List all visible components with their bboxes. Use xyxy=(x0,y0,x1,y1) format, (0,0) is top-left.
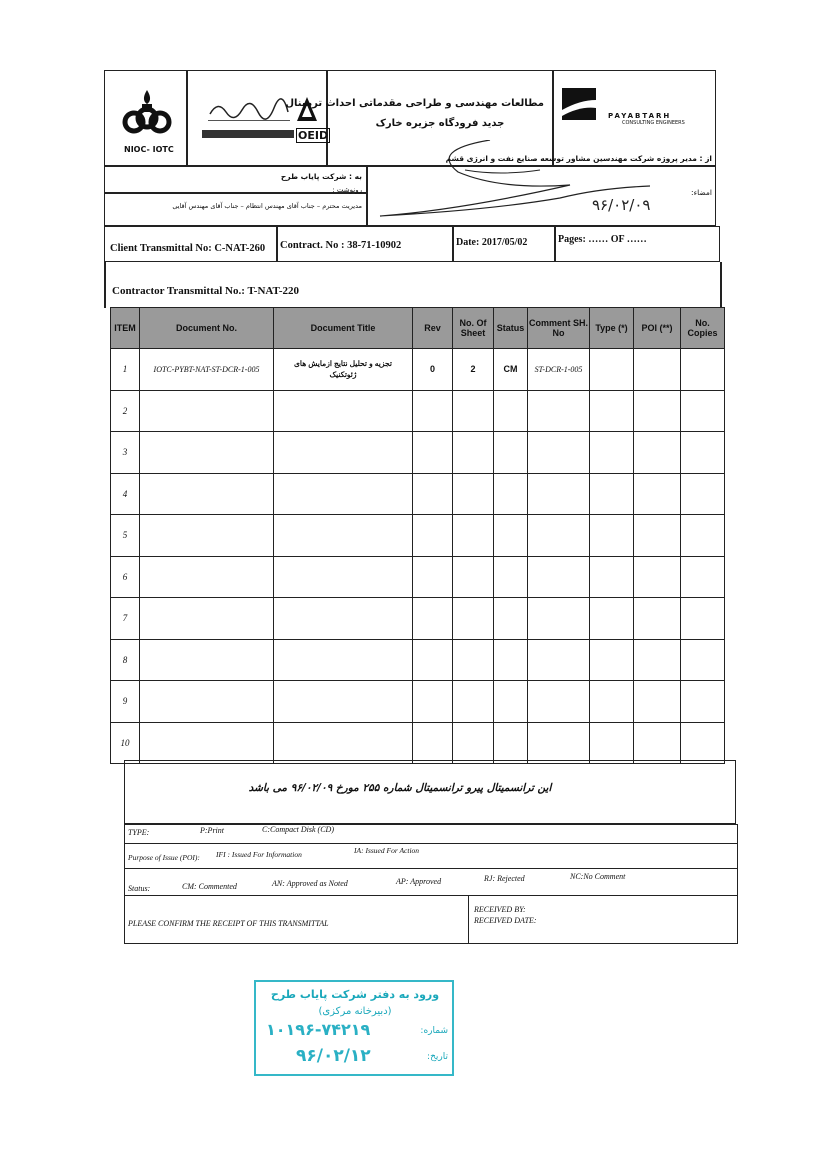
cell-type xyxy=(590,556,634,598)
receipt-stamp xyxy=(254,980,454,1076)
col-header-document-no: Document No. xyxy=(140,308,274,349)
footer-note: این ترانسمیتال پیرو ترانسمیتال شماره ۲۵۵ مورخ ۹۶/۰۲/۰۹ می باشد xyxy=(248,782,552,794)
cell-type xyxy=(590,722,634,764)
col-header-poi: POI (**) xyxy=(634,308,681,349)
legend-rule-3 xyxy=(124,895,738,896)
cell-item: 5 xyxy=(111,515,140,557)
cell-comment-sh-no xyxy=(528,390,590,432)
cell-document-title xyxy=(274,473,413,515)
payabtarh-mark-icon xyxy=(560,84,602,124)
cell-status xyxy=(494,681,528,723)
table-row xyxy=(111,473,725,515)
table-row xyxy=(111,598,725,640)
table-row xyxy=(111,639,725,681)
cell-poi xyxy=(634,432,681,474)
cell-document-title xyxy=(274,515,413,557)
cell-document-no xyxy=(140,556,274,598)
cell-status xyxy=(494,722,528,764)
cell-document-no xyxy=(140,515,274,557)
type-cd: C:Compact Disk (CD) xyxy=(262,825,334,834)
cell-type xyxy=(590,515,634,557)
nioc-logo xyxy=(120,88,174,138)
cell-document-title: تجزیه و تحلیل نتایج ازمایش های ژئوتکنیک xyxy=(274,349,413,391)
cell-item: 8 xyxy=(111,639,140,681)
stamp-number-value: ۱۰۱۹۶-۷۴۲۱۹ xyxy=(266,1020,371,1039)
info-divider-3 xyxy=(554,226,556,262)
table-row xyxy=(111,349,725,391)
cell-document-no xyxy=(140,681,274,723)
oeid-script xyxy=(208,98,290,121)
from-text: از : مدیر پروژه شرکت مهندسین مشاور توسعه صنایع نفت و انرژی قشم xyxy=(445,154,712,163)
stamp-line1: ورود به دفتر شرکت پایاب طرح xyxy=(270,988,440,1001)
cell-document-title xyxy=(274,639,413,681)
cell-document-no xyxy=(140,639,274,681)
cell-no-of-sheet xyxy=(453,390,494,432)
cell-item: 4 xyxy=(111,473,140,515)
cell-poi xyxy=(634,349,681,391)
cell-status xyxy=(494,639,528,681)
pages-field: Pages: …… OF …… xyxy=(558,234,647,245)
transmittal-date: Date: 2017/05/02 xyxy=(456,237,528,248)
cell-poi xyxy=(634,639,681,681)
status-label: Status: xyxy=(128,884,151,893)
cell-rev xyxy=(413,390,453,432)
cell-item: 6 xyxy=(111,556,140,598)
cell-no-of-sheet xyxy=(453,473,494,515)
header-divider-2 xyxy=(326,70,328,166)
cell-comment-sh-no xyxy=(528,556,590,598)
payabtarh-name: PAYABTARH xyxy=(608,112,672,120)
cell-rev xyxy=(413,598,453,640)
cell-poi xyxy=(634,598,681,640)
payabtarh-sub: CONSULTING ENGINEERS xyxy=(622,120,685,126)
table-row xyxy=(111,556,725,598)
type-label: TYPE: xyxy=(128,828,150,837)
cell-type xyxy=(590,473,634,515)
cell-rev: 0 xyxy=(413,349,453,391)
cell-rev xyxy=(413,515,453,557)
status-cm: CM: Commented xyxy=(182,882,237,891)
cell-no-of-sheet xyxy=(453,556,494,598)
confirm-receipt: PLEASE CONFIRM THE RECEIPT OF THIS TRANSMITTAL xyxy=(128,919,329,928)
cell-no-of-sheet xyxy=(453,432,494,474)
received-by: RECEIVED BY: xyxy=(474,905,526,914)
cell-poi xyxy=(634,390,681,432)
cell-comment-sh-no xyxy=(528,681,590,723)
cell-comment-sh-no: ST-DCR-1-005 xyxy=(528,349,590,391)
cell-type xyxy=(590,432,634,474)
cell-type xyxy=(590,349,634,391)
cell-type xyxy=(590,639,634,681)
cell-no-copies xyxy=(681,390,725,432)
cell-item: 2 xyxy=(111,390,140,432)
status-ap: AP: Approved xyxy=(396,877,442,886)
oeid-label: OEID xyxy=(298,129,329,142)
cell-rev xyxy=(413,432,453,474)
cell-status: CM xyxy=(494,349,528,391)
poi-ifi: IFI : Issued For Information xyxy=(216,850,302,859)
cell-document-no xyxy=(140,598,274,640)
cell-document-title xyxy=(274,598,413,640)
cell-type xyxy=(590,598,634,640)
status-an: AN: Approved as Noted xyxy=(272,879,348,888)
cell-status xyxy=(494,515,528,557)
cell-status xyxy=(494,473,528,515)
legend-rule-2 xyxy=(124,868,738,869)
cell-no-copies xyxy=(681,598,725,640)
table-row xyxy=(111,515,725,557)
poi-ia: IA: Issued For Action xyxy=(354,846,420,855)
project-title-line1: مطالعات مهندسی و طراحی مقدماتی احداث ترمینال xyxy=(285,98,544,109)
col-header-no-copies: No. Copies xyxy=(681,308,725,349)
col-header-type: Type (*) xyxy=(590,308,634,349)
cell-comment-sh-no xyxy=(528,722,590,764)
cell-type xyxy=(590,681,634,723)
cell-no-of-sheet xyxy=(453,598,494,640)
cell-no-copies xyxy=(681,556,725,598)
table-body xyxy=(111,349,725,764)
cell-rev xyxy=(413,639,453,681)
cell-no-of-sheet xyxy=(453,681,494,723)
poi-label: Purpose of Issue (POI): xyxy=(128,853,200,862)
cell-no-copies xyxy=(681,349,725,391)
stamp-date-label: تاریخ: xyxy=(427,1052,448,1062)
cc-label: رونوشت : xyxy=(332,186,362,194)
col-header-item: ITEM xyxy=(111,308,140,349)
contractor-transmittal: Contractor Transmittal No.: T-NAT-220 xyxy=(112,285,299,297)
col-header-no-of-sheet: No. Of Sheet xyxy=(453,308,494,349)
cell-document-title xyxy=(274,556,413,598)
client-transmittal: Client Transmittal No: C-NAT-260 xyxy=(110,243,266,254)
received-date: RECEIVED DATE: xyxy=(474,916,537,925)
cell-comment-sh-no xyxy=(528,639,590,681)
cell-document-no: IOTC-PYBT-NAT-ST-DCR-1-005 xyxy=(140,349,274,391)
to-text: به : شرکت پایاب طرح xyxy=(280,172,362,181)
cell-item: 3 xyxy=(111,432,140,474)
cell-status xyxy=(494,598,528,640)
cell-rev xyxy=(413,556,453,598)
cell-document-no xyxy=(140,473,274,515)
oeid-calligraphy-icon xyxy=(208,98,290,120)
cell-poi xyxy=(634,556,681,598)
addressing-divider-v xyxy=(366,166,368,226)
cell-item: 10 xyxy=(111,722,140,764)
contractor-left-rule xyxy=(104,262,106,308)
cell-status xyxy=(494,432,528,474)
cell-poi xyxy=(634,515,681,557)
cell-rev xyxy=(413,473,453,515)
cell-poi xyxy=(634,681,681,723)
cell-document-title xyxy=(274,722,413,764)
cell-item: 9 xyxy=(111,681,140,723)
contractor-right-rule xyxy=(720,262,722,308)
table-row xyxy=(111,432,725,474)
cell-no-copies xyxy=(681,473,725,515)
signature-label: امضاء: xyxy=(691,188,712,197)
header-divider-1 xyxy=(186,70,188,166)
cell-status xyxy=(494,556,528,598)
cell-comment-sh-no xyxy=(528,473,590,515)
cell-comment-sh-no xyxy=(528,515,590,557)
cell-poi xyxy=(634,473,681,515)
cell-no-copies xyxy=(681,722,725,764)
cell-rev xyxy=(413,681,453,723)
info-divider-2 xyxy=(452,226,454,262)
cell-no-copies xyxy=(681,681,725,723)
cell-rev xyxy=(413,722,453,764)
received-divider xyxy=(468,895,469,944)
oeid-bar xyxy=(202,130,294,138)
status-rj: RJ: Rejected xyxy=(484,874,525,883)
contract-number: Contract. No : 38-71-10902 xyxy=(280,240,402,251)
nioc-label: NIOC- IOTC xyxy=(124,145,174,154)
cell-document-title xyxy=(274,432,413,474)
type-print: P:Print xyxy=(200,826,224,835)
cell-document-no xyxy=(140,432,274,474)
col-header-document-title: Document Title xyxy=(274,308,413,349)
cell-no-copies xyxy=(681,432,725,474)
cell-document-title xyxy=(274,390,413,432)
col-header-comment-sh-no: Comment SH. No xyxy=(528,308,590,349)
cell-item: 7 xyxy=(111,598,140,640)
table-row xyxy=(111,390,725,432)
info-divider-1 xyxy=(276,226,278,262)
table-header-row xyxy=(111,308,725,349)
cell-no-of-sheet xyxy=(453,722,494,764)
table-row xyxy=(111,722,725,764)
stamp-number-label: شماره: xyxy=(420,1026,448,1036)
cell-document-no xyxy=(140,390,274,432)
cell-comment-sh-no xyxy=(528,432,590,474)
project-title-line2: جدید فرودگاه جزیره خارک xyxy=(375,118,505,129)
cell-comment-sh-no xyxy=(528,598,590,640)
legend-rule-1 xyxy=(124,843,738,844)
stamp-date-value: ۹۶/۰۲/۱۲ xyxy=(296,1046,371,1066)
cell-document-no xyxy=(140,722,274,764)
cell-item: 1 xyxy=(111,349,140,391)
cell-no-of-sheet: 2 xyxy=(453,349,494,391)
cell-no-of-sheet xyxy=(453,515,494,557)
col-header-rev: Rev xyxy=(413,308,453,349)
cell-no-of-sheet xyxy=(453,639,494,681)
cell-status xyxy=(494,390,528,432)
payabtarh-logo xyxy=(560,84,710,128)
documents-table xyxy=(110,307,725,764)
cell-poi xyxy=(634,722,681,764)
stamp-line2: (دبیرخانه مرکزی) xyxy=(318,1006,392,1017)
status-nc: NC:No Comment xyxy=(570,872,626,881)
table-row xyxy=(111,681,725,723)
cell-no-copies xyxy=(681,639,725,681)
col-header-status: Status xyxy=(494,308,528,349)
handwritten-date: ۹۶/۰۲/۰۹ xyxy=(592,196,651,214)
cc-body: مدیریت محترم – جناب آقای مهندس انتظام – جناب آقای مهندس آقایی xyxy=(172,202,362,210)
cell-type xyxy=(590,390,634,432)
nioc-flame-icon xyxy=(120,88,174,138)
cell-no-copies xyxy=(681,515,725,557)
cell-document-title xyxy=(274,681,413,723)
